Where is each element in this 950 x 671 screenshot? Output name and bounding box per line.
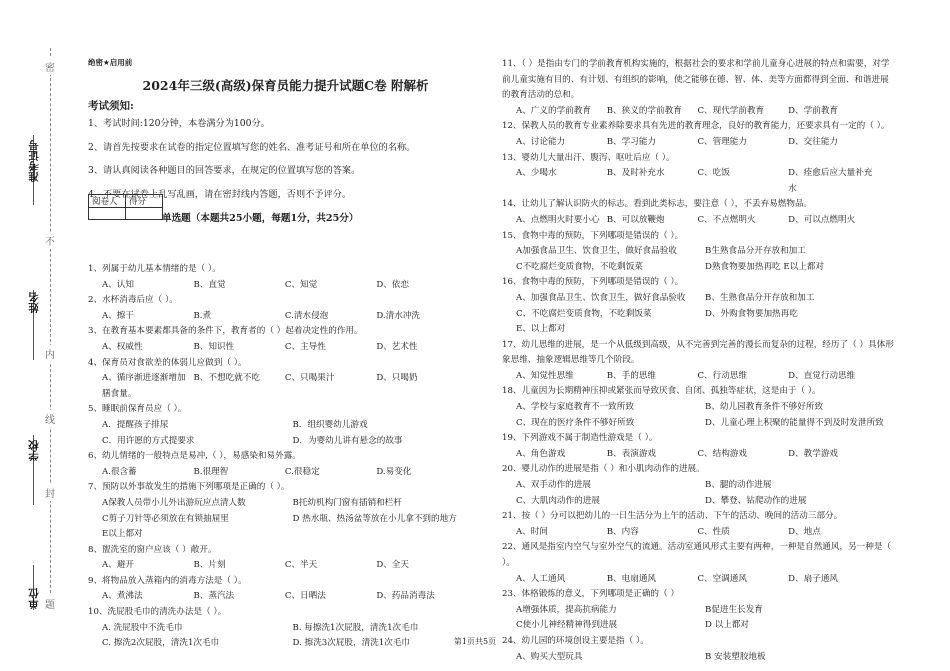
section-title: 单选题（本题共25小题，每题1分，共25分）	[162, 213, 359, 224]
question-stem: 13、婴幼儿大量出汗、腹泻、呕吐后应（ ）。	[502, 152, 675, 163]
answer-option[interactable]: B托幼机构门窗有插销和栏杆	[292, 497, 402, 508]
answer-option[interactable]: B、可以放鞭炮	[606, 214, 665, 225]
answer-option[interactable]: C、大肌肉动作的进展	[516, 495, 600, 506]
answer-option[interactable]: C、不点燃明火	[697, 214, 756, 225]
question-options	[102, 465, 483, 481]
label-unit: 单位	[28, 588, 40, 609]
answer-option[interactable]: C、吃饭	[697, 168, 730, 179]
question-options	[516, 213, 894, 229]
answer-option[interactable]: A、双手动作的进展	[516, 480, 591, 491]
answer-option[interactable]: D.易变化	[376, 466, 412, 477]
answer-option[interactable]: A、权威性	[102, 341, 143, 352]
answer-option[interactable]: A、购买大型玩具	[516, 651, 583, 662]
question-options	[516, 104, 894, 120]
answer-option[interactable]: C、日晒法	[284, 591, 326, 602]
question-item	[88, 324, 483, 355]
question-item	[88, 356, 483, 403]
answer-option[interactable]: C、行动思维	[697, 370, 747, 381]
question-item	[502, 587, 894, 634]
answer-option[interactable]: C、结构游戏	[697, 448, 747, 459]
left-question-list	[88, 262, 483, 652]
answer-option[interactable]: A、认知	[102, 279, 134, 290]
question-options	[102, 309, 483, 325]
answer-option[interactable]: A、循序渐进逐渐增加膳食量。	[102, 373, 186, 399]
question-stem: 5、睡眠前保育员应（ ）。	[88, 404, 187, 415]
page-title: 2024年三级(高级)保育员能力提升试题C卷 附解析	[142, 78, 429, 93]
answer-option[interactable]: B、腿的动作进展	[705, 480, 772, 491]
question-options	[102, 496, 483, 543]
question-item	[502, 462, 894, 509]
question-options	[516, 603, 894, 634]
answer-option[interactable]: A增强体质，提高抗病能力	[516, 604, 617, 615]
question-stem: 7、预防以外事故发生的措施下列哪项是正确的（ ）。	[88, 482, 290, 493]
answer-option[interactable]: A、避开	[102, 560, 134, 571]
instruction-item: 1、考试时间:120分钟，本卷满分为100分。	[88, 118, 270, 129]
answer-option[interactable]: B．组织婴幼儿游戏	[292, 419, 368, 430]
answer-option[interactable]: A. 洗屁股中不洗毛巾	[102, 622, 183, 633]
answer-option[interactable]: D. 擦洗3次屁股，清洗1次毛巾	[292, 638, 411, 649]
answer-option[interactable]: A加强食品卫生、饮食卫生，做好食品验收	[516, 246, 677, 257]
label-exam-number: 准考证号	[28, 140, 40, 182]
question-options	[516, 400, 894, 431]
answer-option[interactable]: A、加强食品卫生、饮食卫生，做好食品验收	[516, 292, 686, 303]
answer-option[interactable]: B生熟食品分开存放和加工	[705, 246, 806, 257]
question-options	[516, 525, 894, 541]
question-options	[102, 340, 483, 356]
question-item	[88, 293, 483, 324]
question-stem: 1、列属于幼儿基本情绪的是（ ）。	[88, 264, 221, 274]
question-item	[502, 57, 894, 119]
answer-option[interactable]: C剪子刀针等必须放在有锁抽屉里	[102, 513, 229, 524]
seal-mark-feng: 封	[45, 484, 55, 501]
question-options	[102, 278, 483, 294]
answer-option[interactable]: B.煮	[193, 310, 212, 321]
question-stem: 3、在教育基本要素都具备的条件下，教育者的（ ）起着决定性的作用。	[88, 326, 363, 337]
question-stem: 23、体格锻炼的意义，下列哪项是正确的（ ）	[502, 589, 679, 600]
secret-label: 绝密★启用前	[88, 58, 133, 67]
question-stem: 16、食物中毒的预防，下列哪项是错误的（ ）。	[502, 277, 684, 288]
answer-option[interactable]: D、痊愈后应大量补充水	[788, 168, 873, 194]
answer-option[interactable]: A、广义的学前教育	[516, 105, 591, 116]
answer-option[interactable]: B促进生长发育	[705, 604, 763, 615]
answer-option[interactable]: B 安装塑胶地板	[705, 651, 766, 662]
answer-option[interactable]: A保教人员带小儿外出游玩应点清人数	[102, 497, 246, 508]
answer-option[interactable]: D、地点	[788, 526, 821, 537]
question-item	[88, 262, 483, 293]
answer-option[interactable]: B.很理智	[193, 466, 229, 477]
question-stem: 21、按（ ）分可以把幼儿的一日生活分为上午的活动、下午的活动、晚间的活动三部分。	[502, 511, 843, 522]
question-stem: 17、幼儿思维的进展，是一个从低级到高级，从不完善到完善的漫长而复杂的过程，经历了（ ）具体形象思维、抽象逻辑思维等几个阶段。	[502, 339, 894, 366]
question-item	[88, 449, 483, 480]
question-stem: 12、保教人员的教育专业素养除要求具有先进的教育理念，良好的教育能力，还要求具有一定的（ ）。	[502, 121, 890, 132]
answer-option[interactable]: C、知觉	[284, 279, 318, 290]
question-item	[88, 543, 483, 574]
answer-option[interactable]: B、内容	[606, 526, 639, 537]
question-item	[502, 540, 894, 587]
question-options	[516, 447, 894, 463]
score-table-grader: 阅卷人	[89, 195, 126, 208]
question-item	[502, 509, 894, 540]
instructions-heading: 考试须知:	[88, 100, 134, 112]
question-stem: 24、幼儿园的环境创设主要是指（ ）。	[502, 635, 649, 646]
answer-option[interactable]: D、全天	[376, 560, 409, 571]
answer-option[interactable]: C．用许愿的方式提要求	[102, 435, 195, 446]
label-name: 姓名	[28, 292, 40, 313]
question-stem: 8、盥洗室的窗户应该（ ）敞开。	[88, 544, 217, 555]
question-item	[502, 229, 894, 276]
question-item	[502, 431, 894, 462]
right-question-list	[502, 57, 894, 665]
answer-option[interactable]: A.很含蓄	[102, 466, 137, 477]
question-options	[516, 291, 894, 338]
seal-mark-bu: 不	[45, 232, 55, 249]
answer-option[interactable]: B、电扇通风	[606, 573, 657, 584]
answer-option[interactable]: B、学习能力	[606, 136, 657, 147]
answer-option[interactable]: B、片刻	[193, 560, 226, 571]
question-stem: 18、儿童因为长期精神压抑或紧张而导致厌食、自闭、孤独等症状，这是由于（ ）。	[502, 386, 821, 397]
question-options	[102, 589, 483, 605]
answer-option[interactable]: D、儿童心理上积聚的能量得不到及时发泄所致	[705, 417, 884, 428]
question-item	[502, 275, 894, 337]
score-table-grader-cell[interactable]	[89, 208, 126, 220]
question-stem: 14、让幼儿了解认识防火的标志。看到此类标志，要注意（ ），不丢弃易燃物品。	[502, 199, 813, 210]
question-stem: 15、食物中毒的预防，下列哪项是错误的（ ）。	[502, 230, 684, 241]
answer-option[interactable]: D、学前教育	[788, 105, 839, 116]
question-stem: 11、（ ）是指由专门的学前教育机构实施的，根据社会的要求和学前儿童身心进展的特点和需要，对学前儿童实施有目的、有计划、有组织的影响，使之能够在德、智、体、美等方面都得到全面、和谐进展的教育活动的总和。	[502, 59, 890, 101]
answer-option[interactable]: D.清水冲洗	[376, 310, 421, 321]
question-item	[88, 402, 483, 449]
question-stem: 9、将物品放入蒸箱内的消毒方法是（ ）。	[88, 575, 247, 586]
instructions-list	[88, 112, 483, 206]
answer-option[interactable]: D、依恋	[376, 279, 409, 290]
answer-option[interactable]: B、狭义的学前教育	[606, 105, 682, 116]
answer-option[interactable]: C、半天	[284, 560, 318, 571]
answer-option[interactable]: C、管理能力	[697, 136, 747, 147]
answer-option[interactable]: D、扇子通风	[788, 573, 839, 584]
answer-option[interactable]: D、药品消毒法	[376, 591, 435, 602]
instruction-item: 4、不要在试卷上乱写乱画，请在密封线内答题，否则不予评分。	[88, 188, 352, 200]
answer-option[interactable]: B、生熟食品分开存放和加工	[705, 292, 815, 303]
page-footer: 第1页共5页	[453, 637, 497, 646]
answer-option[interactable]: C使小儿神经精神得到进展	[516, 620, 618, 631]
answer-option[interactable]: C. 擦洗2次屁股，清洗1次毛巾	[102, 638, 220, 649]
question-item	[502, 119, 894, 150]
answer-option[interactable]: B、表演游戏	[606, 448, 657, 459]
answer-option[interactable]: A、点燃明火时要小心	[516, 214, 600, 225]
answer-option[interactable]: A、人工通风	[516, 573, 566, 584]
question-item	[88, 480, 483, 542]
question-options	[516, 135, 894, 151]
answer-option[interactable]: A、讨论能力	[516, 136, 566, 147]
answer-option[interactable]: C、性质	[697, 526, 730, 537]
answer-option[interactable]: D．为婴幼儿讲有悬念的故事	[292, 435, 403, 446]
instruction-item: 2、请首先按要求在试卷的指定位置填写您的姓名、准考证号和所在单位的名称。	[88, 141, 416, 153]
answer-option[interactable]: A、擦干	[102, 310, 134, 321]
answer-option[interactable]: C.清水侵泡	[284, 310, 329, 321]
seal-mark-xian: 线	[45, 410, 55, 427]
label-school: 学校	[28, 440, 40, 461]
answer-option[interactable]: A、时间	[516, 526, 548, 537]
answer-option[interactable]: C不吃腐烂变质食物，不吃剩饭菜	[516, 261, 643, 272]
question-stem: 10、洗屁股毛巾的清洗办法是（ ）。	[88, 607, 227, 618]
question-options	[516, 369, 894, 385]
answer-option[interactable]: D、外购食物要加热再吃	[705, 308, 798, 319]
question-stem: 4、保育员对食欲差的体弱儿应做到（ ）。	[88, 357, 247, 368]
answer-option[interactable]: D、可以点燃明火	[788, 214, 856, 225]
answer-option[interactable]: D、直觉行动思维	[788, 370, 856, 381]
question-stem: 20、婴儿动作的进展是指（ ）和小肌肉动作的进展。	[502, 464, 705, 475]
answer-option[interactable]: D、攀登、钻爬动作的进展	[705, 495, 807, 506]
question-stem: 19、下列游戏不属于制造性游戏是（ ）。	[502, 433, 658, 444]
question-options	[516, 650, 894, 666]
seal-line	[50, 48, 51, 608]
answer-option[interactable]: C、空调通风	[697, 573, 747, 584]
question-item	[502, 338, 894, 385]
question-stem: 2、水杯消毒后应（ ）。	[88, 295, 178, 306]
answer-option[interactable]: C、现在的医疗条件不够好所致	[516, 417, 635, 428]
binding-margin	[0, 0, 78, 671]
answer-option[interactable]: C.很稳定	[284, 466, 320, 477]
question-options	[516, 244, 894, 275]
answer-option[interactable]: B、不想吃就不吃	[193, 373, 260, 384]
question-stem: 22、通风是指室内空气与室外空气的流通。活动室通风形式主要有两种，一种是自然通风，另一种是（ ）。	[502, 542, 892, 568]
answer-option[interactable]: C、不吃腐烂变质食物，不吃剩饭菜	[516, 308, 652, 319]
question-options	[516, 478, 894, 509]
question-options	[102, 558, 483, 574]
question-item	[88, 574, 483, 605]
question-item	[502, 197, 894, 228]
question-item	[502, 384, 894, 431]
answer-option[interactable]: A、学校与家庭教育不一致所致	[516, 402, 634, 413]
question-stem: 6、幼儿情绪的一般特点是易冲,（ ），易感染和易外露。	[88, 451, 301, 462]
score-table-score: 得分	[126, 195, 163, 208]
seal-mark-ti: 题	[45, 595, 55, 612]
answer-option[interactable]: D、交往能力	[788, 136, 839, 147]
answer-option[interactable]: B、知识性	[193, 341, 235, 352]
answer-option[interactable]: D、教学游戏	[788, 448, 839, 459]
answer-option[interactable]: E、以上都对	[516, 324, 566, 335]
answer-option[interactable]: A、角色游戏	[516, 448, 566, 459]
answer-option[interactable]: B、及时补充水	[606, 168, 665, 179]
answer-option[interactable]: E以上都对	[102, 529, 143, 540]
question-options	[102, 371, 483, 402]
answer-option[interactable]: B、手的思维	[606, 370, 657, 381]
answer-option[interactable]: B、幼儿园教育条件不够好所致	[705, 402, 824, 413]
answer-option[interactable]: A、煮沸法	[102, 591, 143, 602]
answer-option[interactable]: A．提醒孩子排尿	[102, 419, 169, 430]
answer-option[interactable]: D 以上都对	[705, 620, 749, 631]
answer-option[interactable]: D熟食物要加热再吃 E以上都对	[705, 261, 825, 272]
answer-option[interactable]: B、直觉	[193, 279, 226, 290]
answer-option[interactable]: D 热水瓶、热汤盆等放在小儿拿不到的地方	[292, 513, 457, 524]
score-table	[88, 194, 163, 220]
question-options	[516, 166, 894, 197]
answer-option[interactable]: A、知觉性思维	[516, 370, 574, 381]
answer-option[interactable]: D、艺术性	[376, 341, 418, 352]
score-table-score-cell[interactable]	[126, 208, 163, 220]
answer-option[interactable]: C、只喝果汁	[284, 373, 335, 384]
answer-option[interactable]: B. 每擦洗1次屁股，清洗1次毛巾	[292, 622, 419, 633]
question-item	[502, 151, 894, 198]
answer-option[interactable]: A、少喝水	[516, 168, 557, 179]
answer-option[interactable]: C、现代学前教育	[697, 105, 765, 116]
answer-option[interactable]: D、只喝奶	[376, 373, 418, 384]
question-options	[102, 418, 483, 449]
instruction-item: 3、请认真阅读各种题目的回答要求，在规定的位置填写您的答案。	[88, 165, 361, 176]
answer-option[interactable]: B、蒸汽法	[193, 591, 235, 602]
answer-option[interactable]: C、主导性	[284, 341, 326, 352]
seal-mark-nei: 内	[45, 345, 55, 362]
question-options	[516, 572, 894, 588]
seal-mark-mi: 密	[45, 58, 55, 75]
